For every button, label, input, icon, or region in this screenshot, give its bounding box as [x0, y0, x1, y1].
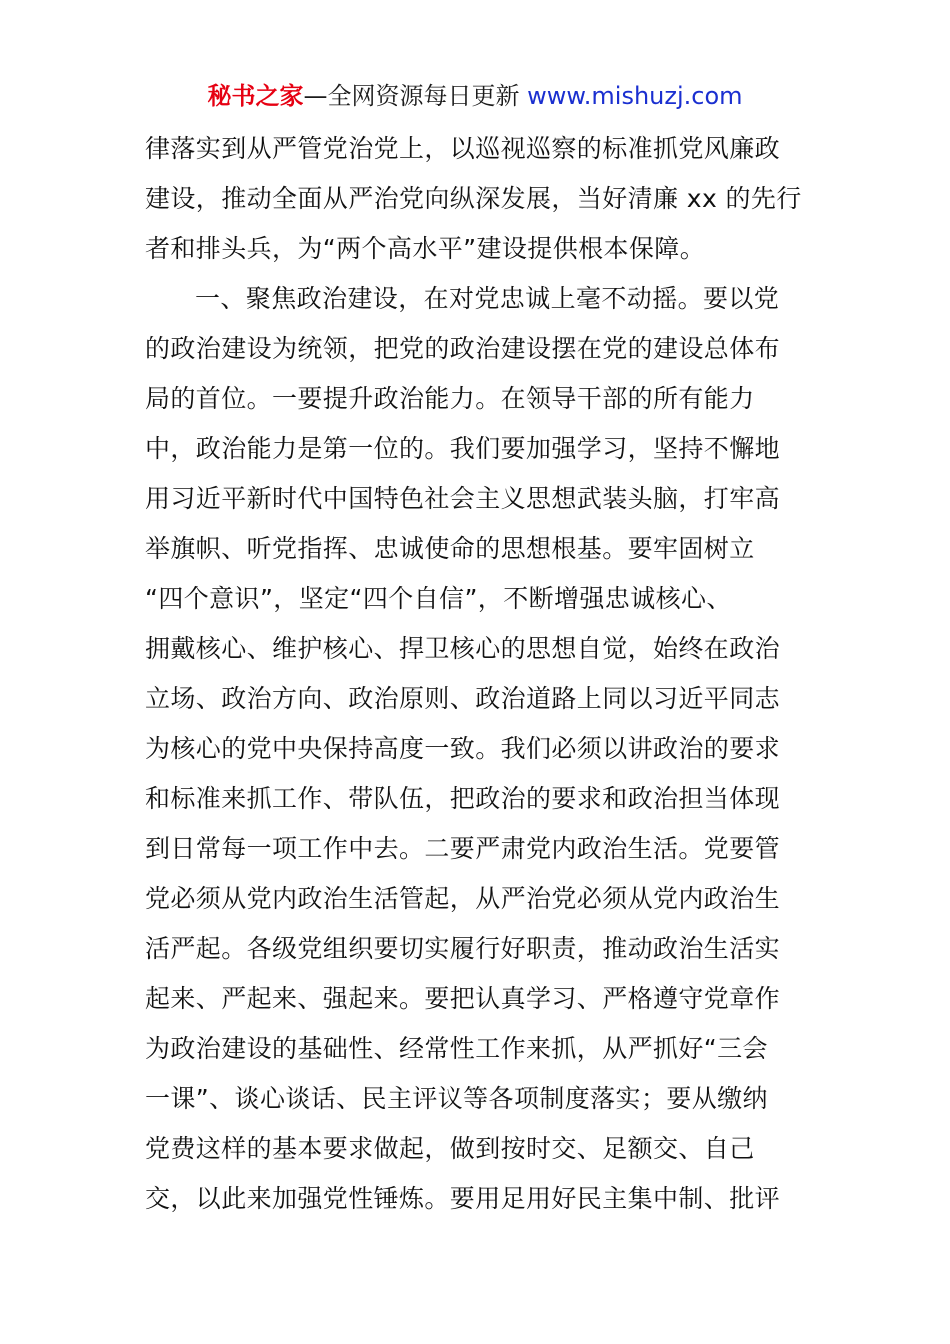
text-line: 党费这样的基本要求做起，做到按时交、足额交、自己 [145, 1134, 755, 1163]
text-line: 拥戴核心、维护核心、捍卫核心的思想自觉，始终在政治 [145, 634, 781, 663]
text-line: 党必须从党内政治生活管起，从严治党必须从党内政治生 [145, 884, 781, 913]
text-line: 为政治建设的基础性、经常性工作来抓，从严抓好“三会 [145, 1034, 768, 1063]
text-line: 律落实到从严管党治党上，以巡视巡察的标准抓党风廉政 [145, 134, 781, 163]
section-heading-line: 一、聚焦政治建设，在对党忠诚上毫不动摇。要以党 [195, 284, 780, 313]
text-line: “四个意识”，坚定“四个自信”，不断增强忠诚核心、 [145, 584, 732, 613]
text-line: 建设，推动全面从严治党向纵深发展，当好清廉 xx 的先行 [145, 184, 802, 213]
text-line: 用习近平新时代中国特色社会主义思想武装头脑，打牢高 [145, 484, 781, 513]
header-tagline: —全网资源每日更新 [303, 82, 528, 110]
text-line: 者和排头兵，为“两个高水平”建设提供根本保障。 [145, 234, 706, 263]
text-line: 活严起。各级党组织要切实履行好职责，推动政治生活实 [145, 934, 781, 963]
text-line: 到日常每一项工作中去。二要严肃党内政治生活。党要管 [145, 834, 781, 863]
text-line: 的政治建设为统领，把党的政治建设摆在党的建设总体布 [145, 334, 781, 363]
text-line: 一课”、谈心谈话、民主评议等各项制度落实；要从缴纳 [145, 1084, 768, 1113]
page-header [0, 80, 950, 112]
text-line: 交，以此来加强党性锤炼。要用足用好民主集中制、批评 [145, 1184, 781, 1213]
brand-name: 秘书之家 [207, 82, 304, 110]
text-line: 和标准来抓工作、带队伍，把政治的要求和政治担当体现 [145, 784, 781, 813]
text-line: 局的首位。一要提升政治能力。在领导干部的所有能力 [145, 384, 755, 413]
text-line: 为核心的党中央保持高度一致。我们必须以讲政治的要求 [145, 734, 781, 763]
text-line: 起来、严起来、强起来。要把认真学习、严格遵守党章作 [145, 984, 781, 1013]
text-line: 中，政治能力是第一位的。我们要加强学习，坚持不懈地 [145, 434, 781, 463]
site-url-link[interactable]: www.mishuzj.com [527, 82, 743, 110]
document-body [145, 124, 815, 1224]
text-line: 举旗帜、听党指挥、忠诚使命的思想根基。要牢固树立 [145, 534, 755, 563]
text-line: 立场、政治方向、政治原则、政治道路上同以习近平同志 [145, 684, 781, 713]
